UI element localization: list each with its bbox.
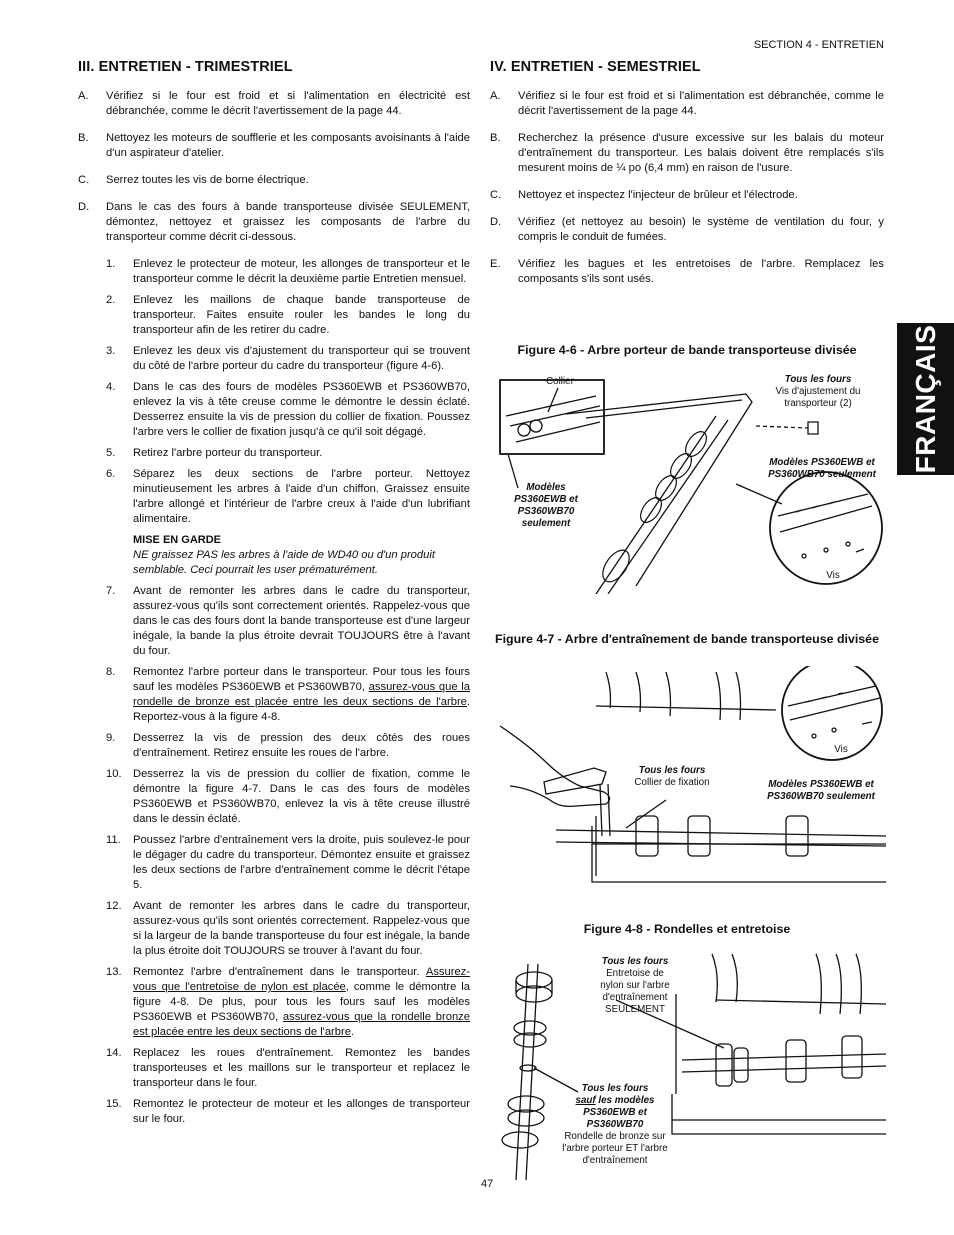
item-text: Serrez toutes les vis de borne électrique. — [106, 174, 309, 186]
list-item — [490, 89, 884, 119]
item-marker: C. — [490, 189, 502, 201]
item-marker: A. — [78, 90, 89, 102]
item-marker: 15. — [106, 1098, 122, 1110]
fig8-les-modeles: les modèles — [598, 1095, 655, 1106]
item-text: Enlevez les deux vis d'ajustement du transporteur qui se trouvent du côté de l'arbre porteur du cadre du transporteur (figure 4-6). — [133, 345, 470, 372]
item-text: Desserrez la vis de pression des deux côtés des roues d'entraînement. Retirez ensuite les roues de l'arbre. — [133, 732, 470, 759]
item-marker: 7. — [106, 585, 116, 597]
fig8-spacer-label — [594, 956, 676, 1016]
item-text: Séparez les deux sections de l'arbre porteur. Nettoyez minutieusement les arbres à l'aide d'un chiffon. Graissez ensuite l'arbre allongé et l'intérieur de l'arbre creux à l'aide d'un lubrifiant alimentaire. — [133, 468, 470, 525]
item-text-part: Remontez l'arbre porteur dans le transporteur. Pour tous les fours sauf les modèles PS360EWB et PS360WB70, — [133, 666, 470, 693]
item-text: Nettoyez les moteurs de soufflerie et les composants avoisinants à l'aide d'un aspirateur d'atelier. — [106, 132, 470, 159]
step-item — [106, 731, 470, 761]
figure-4-6-title: Figure 4-6 - Arbre porteur de bande transporteuse divisée — [517, 343, 857, 357]
fig7-models-text: Modèles PS360EWB et PS360WB70 seulement — [767, 779, 875, 802]
item-text-part: Remontez l'arbre d'entraînement dans le transporteur. — [133, 966, 426, 978]
fig8-washer-text: Rondelle de bronze sur l'arbre porteur ET l'arbre d'entraînement — [562, 1131, 668, 1166]
left-column — [78, 60, 470, 1133]
item-text: Desserrez la vis de pression du collier de fixation, comme le démontre la figure 4-7. Dans le cas des fours de modèles PS360EWB et PS360WB70, enlevez la vis à tête creuse illustré dans le dessin éclaté. — [133, 768, 470, 825]
section-header: SECTION 4 - ENTRETIEN — [753, 39, 884, 51]
item-text: Vérifiez (et nettoyez au besoin) le système de ventilation du four, y compris le conduit de fumées. — [518, 216, 884, 243]
item-marker: 11. — [106, 834, 121, 846]
item-marker: 8. — [106, 666, 116, 678]
fig6-all-ovens-heading: Tous les fours — [784, 374, 852, 385]
fig8-all-ovens-heading: Tous les fours — [601, 956, 669, 967]
item-marker: 12. — [106, 900, 122, 912]
item-text: Vérifiez les bagues et les entretoises de l'arbre. Remplacez les composants s'ils sont usés. — [518, 258, 884, 285]
list-item — [78, 89, 470, 119]
figure-4-7-title: Figure 4-7 - Arbre d'entraînement de bande transporteuse divisée — [495, 632, 879, 646]
item-text: Retirez l'arbre porteur du transporteur. — [133, 447, 323, 459]
item-marker: 3. — [106, 345, 116, 357]
figure-4-8-illustration — [486, 944, 886, 1180]
item-text-part: assurez-vous que la rondelle de bronze est placée entre les deux sections de l'arbre — [133, 681, 471, 708]
fig7-vis-label: Vis — [834, 744, 848, 755]
step-item — [106, 1046, 470, 1091]
fig6-models-left-text: Modèles PS360EWB et PS360WB70 seulement — [514, 482, 578, 529]
fig6-collier-label: Collier — [546, 376, 574, 387]
fig6-models-right-text: Modèles PS360EWB et PS360WB70 seulement — [768, 457, 876, 480]
fig8-all-ovens-heading-2: Tous les fours — [581, 1083, 649, 1094]
item-marker: B. — [78, 132, 89, 144]
item-text-part: , comme le démontre la figure 4-8. De plus, pour tous les fours sauf les modèles PS360EWB et PS360WB70, — [133, 981, 471, 1023]
item-text: Nettoyez et inspectez l'injecteur de brûleur et l'électrode. — [518, 189, 798, 201]
item-marker: 2. — [106, 294, 116, 306]
list-item — [490, 257, 884, 287]
item-marker: 6. — [106, 468, 116, 480]
list-item — [78, 173, 470, 188]
step-item — [106, 965, 470, 1040]
fig8-washer-label — [562, 1083, 668, 1167]
item-text: Remontez le protecteur de moteur et les allonges de transporteur sur le four. — [133, 1098, 470, 1125]
list-item — [490, 188, 884, 203]
item-marker: B. — [490, 132, 501, 144]
warning-text: NE graissez PAS les arbres à l'aide de WD40 ou d'un produit semblable. Ceci pourrait les user prématurément. — [133, 549, 435, 576]
item-text: Poussez l'arbre d'entraînement vers la droite, puis soulevez-le pour le dégager du cadre du transporteur. Démontez ensuite et graissez les deux sections de l'arbre d'entraînement comme le décrit l'étape 5. — [133, 834, 470, 891]
fig6-adjust-screw-label: Vis d'ajustement du transporteur (2) — [775, 386, 861, 409]
item-text: Dans le cas des fours de modèles PS360EWB et PS360WB70, enlevez la vis à tête creuse comme le démontre le dessin éclaté. Desserrez ensuite la vis de pression du collier de fixation. Poussez l'arbre vers le collier de fixation jusqu'à ce qu'il soit dégagé. — [133, 381, 470, 438]
item-marker: 9. — [106, 732, 116, 744]
fig7-all-ovens-label — [620, 765, 724, 789]
item-marker: 14. — [106, 1047, 122, 1059]
item-marker: 1. — [106, 258, 116, 270]
right-column — [490, 60, 884, 299]
fig6-models-left-label — [507, 482, 585, 530]
item-text: Dans le cas des fours à bande transporteuse divisée SEULEMENT, démontez, nettoyez et graissez les composants de l'arbre du transporteur comme décrit ci-dessous. — [106, 201, 470, 243]
item-marker: C. — [78, 174, 90, 186]
step-item — [106, 833, 470, 893]
step-item — [106, 665, 470, 725]
item-text: Enlevez les maillons de chaque bande transporteuse de transporteur. Faites ensuite rouler les bandes le long du transporteur afin de les retirer du cadre. — [133, 294, 470, 336]
item-text-part: Assurez-vous que l'entretoise de nylon est placée — [133, 966, 470, 993]
item-marker: E. — [490, 258, 501, 270]
item-text: Enlevez le protecteur de moteur, les allonges de transporteur et le transporteur comme le décrit la deuxième partie Entretien mensuel. — [133, 258, 470, 285]
warning-title: MISE EN GARDE — [133, 534, 222, 546]
fig7-all-ovens-heading: Tous les fours — [638, 765, 706, 776]
figure-4-8-title: Figure 4-8 - Rondelles et entretoise — [583, 922, 791, 936]
step-item — [106, 467, 470, 527]
item-text: Replacez les roues d'entraînement. Remontez les bandes transporteuses et les maillons sur le transporteur et replacez le transporteur dans le four. — [133, 1047, 470, 1089]
fig8-models: PS360EWB et PS360WB70 — [583, 1107, 647, 1130]
right-section-title: IV. ENTRETIEN - SEMESTRIEL — [490, 59, 701, 75]
item-marker: D. — [78, 201, 90, 213]
language-tab-label: FRANÇAIS — [909, 324, 941, 474]
step-item — [106, 257, 470, 287]
left-section-title: III. ENTRETIEN - TRIMESTRIEL — [78, 59, 293, 75]
warning-block — [133, 533, 470, 578]
step-item — [106, 293, 470, 338]
list-item — [78, 131, 470, 161]
fig6-all-ovens-label — [762, 374, 874, 410]
fig6-vis-label: Vis — [826, 570, 840, 581]
step-item — [106, 584, 470, 659]
item-text-part: assurez-vous que la rondelle bronze est placée entre les deux sections de l'arbre — [133, 1011, 470, 1038]
list-item — [78, 200, 470, 245]
item-text-part: . — [350, 1026, 355, 1038]
item-text: Vérifiez si le four est froid et si l'alimentation en électricité est débranchée, comme le décrit l'avertissement de la page 44. — [106, 90, 470, 117]
item-text: Vérifiez si le four est froid et si l'alimentation est débranchée, comme le décrit l'avertissement de la page 44. — [518, 90, 884, 117]
step-item — [106, 344, 470, 374]
step-item — [106, 446, 470, 461]
list-item — [490, 215, 884, 245]
item-text-part: . Reportez-vous à la figure 4-8. — [133, 696, 470, 723]
step-item — [106, 1097, 470, 1127]
step-item — [106, 767, 470, 827]
list-item — [490, 131, 884, 176]
fig7-models-label — [756, 779, 886, 803]
item-text: Avant de remonter les arbres dans le cadre du transporteur, assurez-vous qu'ils sont correctement orientés. Rappelez-vous que dans le cas des fours dont la bande transporteuse est d'une largeur inégale, la bande la plus étroite devrait TOUJOURS être à l'avant du four. — [133, 585, 470, 657]
item-text: Avant de remonter les arbres dans le cadre du transporteur, assurez-vous qu'ils sont orientés correctement. Rappelez-vous que si la largeur de la bande transporteuse du four est inégale, la bande la plus étroite doit TOUJOURS se trouver à l'avant du four. — [133, 900, 470, 957]
fig8-spacer-text: Entretoise de nylon sur l'arbre d'entraînement SEULEMENT — [600, 968, 670, 1015]
item-text: Recherchez la présence d'usure excessive sur les balais du moteur d'entraînement du transporteur. Les balais doivent être remplacés s'ils mesurent moins de ¼ po (6,4 mm) en raison de l'usure. — [518, 132, 884, 174]
item-marker: 4. — [106, 381, 116, 393]
step-item — [106, 899, 470, 959]
item-marker: 10. — [106, 768, 122, 780]
item-marker: D. — [490, 216, 502, 228]
fig7-collar-label: Collier de fixation — [634, 777, 710, 788]
fig6-models-right-label — [758, 457, 886, 481]
language-tab — [897, 323, 954, 475]
item-marker: A. — [490, 90, 501, 102]
page-number: 47 — [481, 1178, 494, 1190]
item-marker: 5. — [106, 447, 116, 459]
item-marker: 13. — [106, 966, 122, 978]
fig8-sauf: sauf — [575, 1095, 596, 1106]
step-item — [106, 380, 470, 440]
